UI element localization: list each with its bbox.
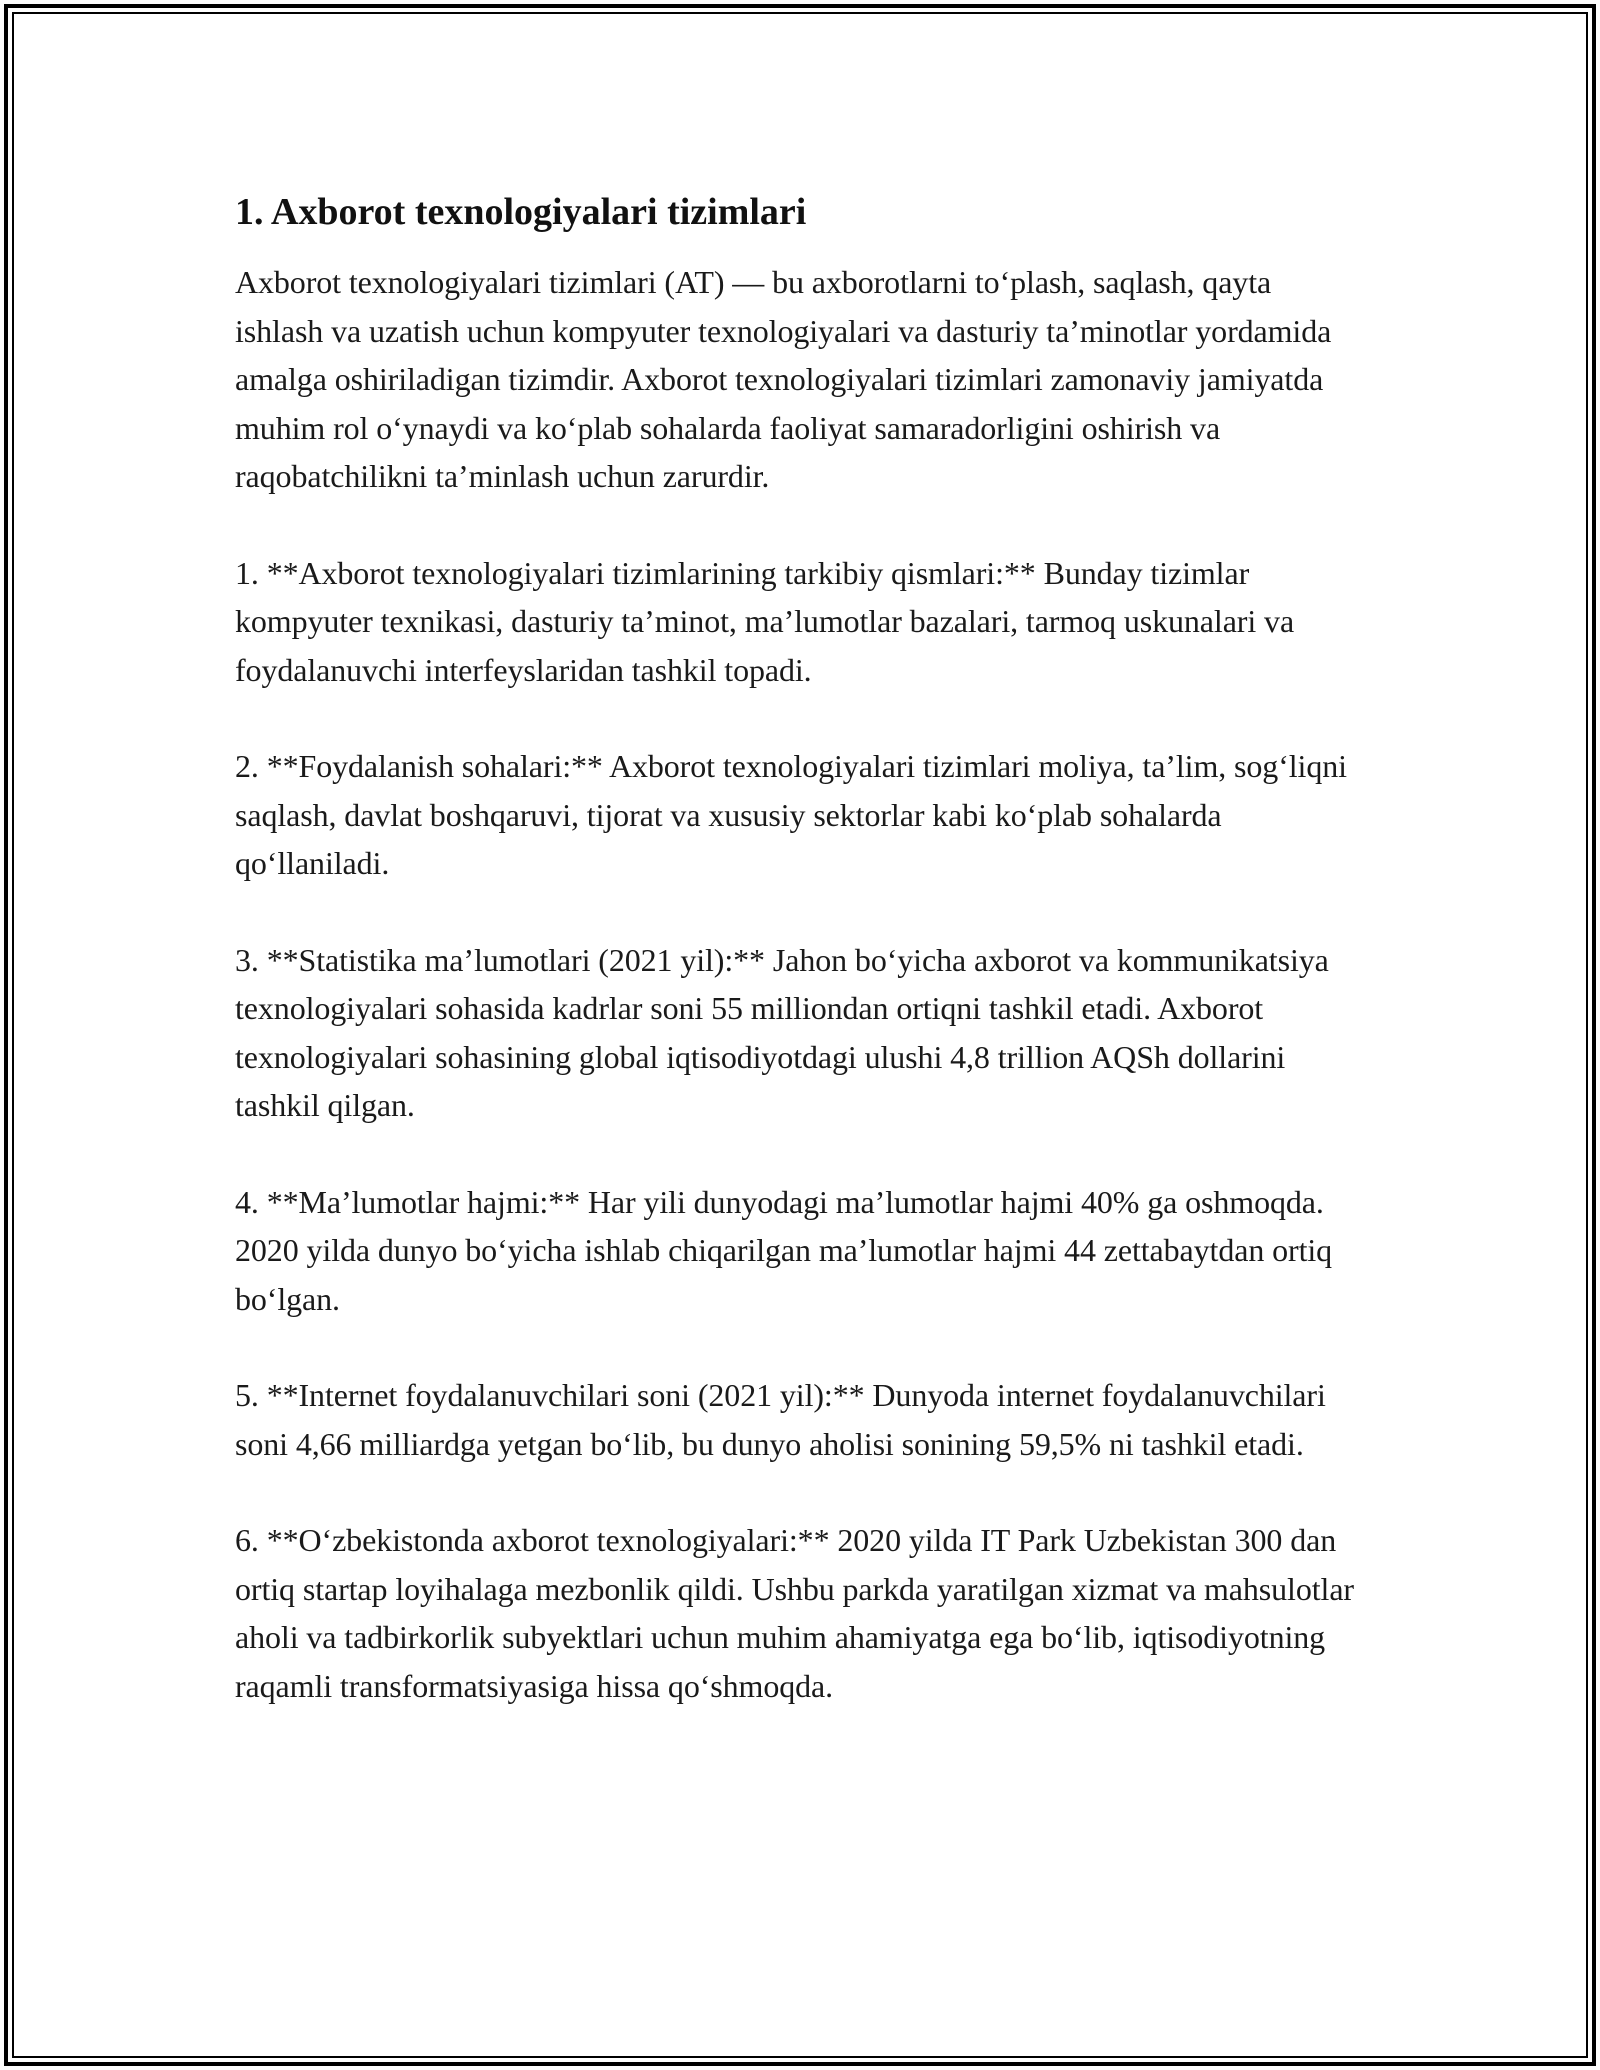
document-body: [235, 186, 1365, 1758]
document-title: 1. Axborot texnologiyalari tizimlari: [235, 191, 807, 233]
list-item: 3. **Statistika ma’lumotlari (2021 yil):** Jahon bo‘yicha axborot va kommunikatsiya texnologiyalari sohasida kadrlar soni 55 milliondan ortiqni tashkil etadi. Axborot texnologiyalari sohasining global iqtisodiyotdagi ulushi 4,8 trillion AQSh dollarini tashkil qilgan.: [235, 941, 1329, 1123]
intro-paragraph: Axborot texnologiyalari tizimlari (AT) — bu axborotlarni to‘plash, saqlash, qayta ishlash va uzatish uchun kompyuter texnologiyalari va dasturiy ta’minotlar yordamida amalga oshiriladigan tizimdir. Axborot texnologiyalari tizimlari zamonaviy jamiyatda muhim rol o‘ynaydi va ko‘plab sohalarda faoliyat samaradorligini oshirish va raqobatchilikni ta’minlash uchun zarurdir.: [235, 264, 1332, 494]
list-item: 5. **Internet foydalanuvchilari soni (2021 yil):** Dunyoda internet foydalanuvchilari soni 4,66 milliardga yetgan bo‘lib, bu dunyo aholisi sonining 59,5% ni tashkil etadi.: [235, 1377, 1326, 1462]
list-item: 6. **O‘zbekistonda axborot texnologiyalari:** 2020 yilda IT Park Uzbekistan 300 dan ortiq startap loyihalaga mezbonlik qildi. Ushbu parkda yaratilgan xizmat va mahsulotlar aholi va tadbirkorlik subyektlari uchun muhim ahamiyatga ega bo‘lib, iqtisodiyotning raqamli transformatsiyasiga hissa qo‘shmoqda.: [235, 1522, 1354, 1704]
list-item: 4. **Ma’lumotlar hajmi:** Har yili dunyodagi ma’lumotlar hajmi 40% ga oshmoqda. 2020 yilda dunyo bo‘yicha ishlab chiqarilgan ma’lumotlar hajmi 44 zettabaytdan ortiq bo‘lgan.: [235, 1183, 1333, 1317]
list-item: 2. **Foydalanish sohalari:** Axborot texnologiyalari tizimlari moliya, ta’lim, sog‘liqni saqlash, davlat boshqaruvi, tijorat va xususiy sektorlar kabi ko‘plab sohalarda qo‘llaniladi.: [235, 748, 1347, 881]
list-item: 1. **Axborot texnologiyalari tizimlarining tarkibiy qismlari:** Bunday tizimlar kompyuter texnikasi, dasturiy ta’minot, ma’lumotlar bazalari, tarmoq uskunalari va foydalanuvchi interfeyslaridan tashkil topadi.: [235, 554, 1295, 688]
